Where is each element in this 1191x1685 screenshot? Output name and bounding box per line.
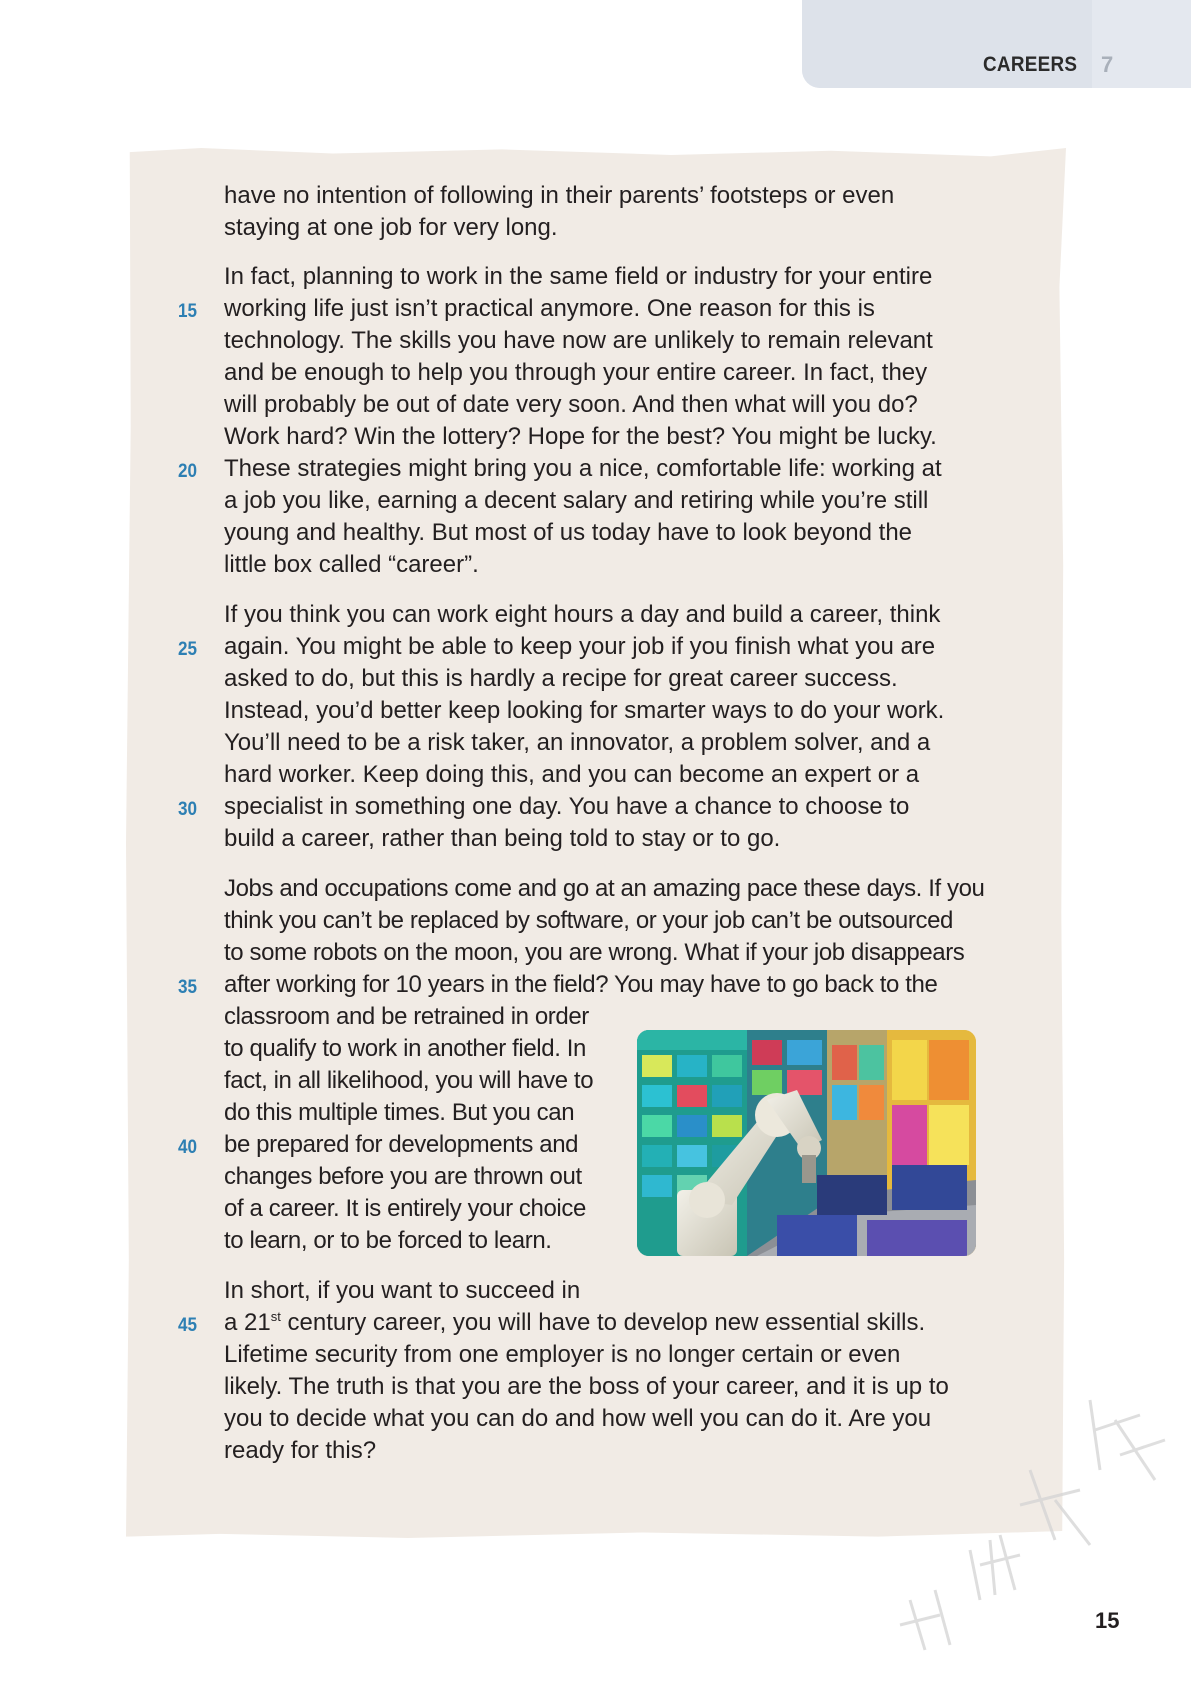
text-line: and be enough to help you through your entire career. In fact, they [224,359,928,386]
text-line: working life just isn’t practical anymore. One reason for this is [224,295,875,322]
text-line: to some robots on the moon, you are wrong. What if your job disappears [224,939,965,966]
text-line: after working for 10 years in the field? You may have to go back to the [224,971,938,998]
text-line: will probably be out of date very soon. And then what will you do? [224,391,918,418]
robot-arm-photo [637,1030,976,1256]
text-line: In short, if you want to succeed in [224,1277,581,1304]
text-line: you to decide what you can do and how well you can do it. Are you [224,1405,932,1432]
text-line: specialist in something one day. You have a chance to choose to [224,793,910,820]
text-line: classroom and be retrained in order [224,1003,589,1030]
text-line: build a career, rather than being told to stay or to go. [224,825,781,852]
text-line: think you can’t be replaced by software, or your job can’t be outsourced [224,907,953,934]
line-number: 45 [178,1315,198,1336]
text-line [224,1308,925,1338]
robot-arm-illustration [637,1030,976,1256]
text-line: have no intention of following in their parents’ footsteps or even [224,182,895,209]
text-line: technology. The skills you have now are unlikely to remain relevant [224,327,933,354]
text-line: little box called “career”. [224,551,479,578]
text-line: These strategies might bring you a nice, comfortable life: working at [224,455,942,482]
text-line: staying at one job for very long. [224,214,558,241]
text-line: young and healthy. But most of us today have to look beyond the [224,519,913,546]
text-line: If you think you can work eight hours a day and build a career, think [224,601,941,628]
text-line: to learn, or to be forced to learn. [224,1227,552,1254]
text-line: changes before you are thrown out [224,1163,582,1190]
line-number: 25 [178,639,198,660]
text-line: do this multiple times. But you can [224,1099,575,1126]
text-line: of a career. It is entirely your choice [224,1195,586,1222]
text-line: likely. The truth is that you are the boss of your career, and it is up to [224,1373,949,1400]
text-line: In fact, planning to work in the same field or industry for your entire [224,263,933,290]
text-line: ready for this? [224,1437,377,1464]
line-number: 20 [178,461,198,482]
text-line: a job you like, earning a decent salary and retiring while you’re still [224,487,929,514]
text-line: Lifetime security from one employer is no longer certain or even [224,1341,901,1368]
text-line: again. You might be able to keep your job if you finish what you are [224,633,936,660]
line-number: 30 [178,799,198,820]
line-number: 15 [178,301,198,322]
text-line: fact, in all likelihood, you will have to [224,1067,594,1094]
text-line: be prepared for developments and [224,1131,579,1158]
publisher-watermark [880,1360,1180,1660]
text-line: to qualify to work in another field. In [224,1035,586,1062]
text-line: You’ll need to be a risk taker, an innovator, a problem solver, and a [224,729,931,756]
superscript: st [270,1309,281,1324]
watermark-strokes [900,1400,1165,1650]
text-line: Instead, you’d better keep looking for smarter ways to do your work. [224,697,945,724]
line-number: 40 [178,1137,198,1158]
unit-number: 7 [1101,52,1114,77]
text-line: Jobs and occupations come and go at an amazing pace these days. If you [224,875,985,902]
text-segment: century career, you will have to develop new essential skills. [280,1309,926,1336]
text-segment: a 21 [224,1309,271,1336]
page-number: 15 [1095,1608,1120,1633]
text-line: hard worker. Keep doing this, and you can become an expert or a [224,761,920,788]
text-line: asked to do, but this is hardly a recipe for great career success. [224,665,898,692]
line-number: 35 [178,977,198,998]
text-line: Work hard? Win the lottery? Hope for the best? You might be lucky. [224,423,937,450]
section-title: CAREERS [983,53,1078,76]
